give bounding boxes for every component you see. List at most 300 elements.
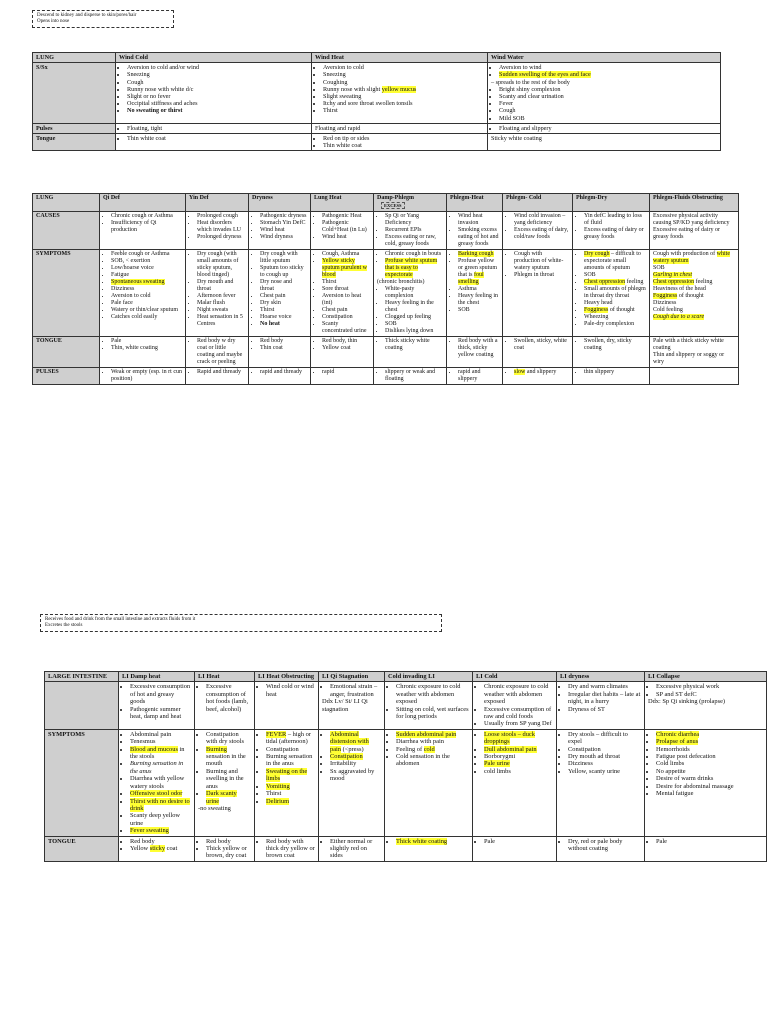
item-text: Thick yellow or brown, dry coat (206, 844, 247, 860)
bullet-item (656, 683, 763, 690)
item-text: Mental fatigue (656, 790, 694, 798)
item-text: Pale face (111, 300, 133, 306)
bullet-item (568, 838, 641, 853)
bullet-item (111, 300, 182, 307)
bullet-item (111, 307, 182, 314)
item-text: Yellow (130, 844, 150, 852)
item-text: Dry and warm climates (568, 683, 628, 691)
item-text: Sp Qi or Yang Deficiency (385, 213, 420, 226)
highlighted-text: Constipation (330, 753, 363, 761)
table-cell (573, 337, 650, 368)
item-text: Floating and slippery (499, 124, 552, 132)
bullet-item (206, 845, 251, 860)
item-text: Aversion to cold (323, 64, 364, 72)
table-row (45, 836, 767, 861)
bullet-item (330, 731, 381, 753)
item-text: Ddx Lv/ St/ LI Qi stagnation (322, 698, 368, 713)
bullet-item (385, 314, 443, 321)
item-text-after: of thought (608, 307, 635, 313)
item-text: No sweating or thirst (127, 107, 183, 115)
bullet-list (252, 369, 307, 376)
item-text: Recurrent EPIs (385, 227, 422, 233)
bullet-list (476, 731, 553, 775)
bullet-item (514, 369, 569, 376)
bullet-list (189, 369, 245, 376)
item-text: Malar flush (197, 300, 225, 306)
bullet-item (111, 279, 182, 286)
row-label-text: S/Sx (36, 64, 48, 72)
cell-line (648, 698, 763, 705)
cell-line (653, 352, 735, 366)
column-header (488, 53, 721, 63)
bullet-list (198, 683, 251, 713)
item-text: Red body (206, 837, 231, 845)
table-cell (195, 836, 255, 861)
bullet-item (458, 369, 499, 383)
bullet-item (260, 234, 307, 241)
item-text: Sputum too sticky to cough up (260, 265, 304, 278)
bullet-item (458, 251, 499, 258)
bullet-item (656, 790, 763, 797)
bullet-item (568, 706, 641, 713)
item-text: Pale (656, 837, 668, 845)
bullet-item (396, 838, 469, 845)
column-header (249, 194, 311, 212)
item-text: Diarrhea with pain (396, 738, 444, 746)
item-text: Aversion to cold and/or wind (127, 64, 200, 72)
bullet-item (127, 86, 308, 93)
item-text: Heavy feeling in the chest (385, 300, 434, 313)
bullet-list (450, 213, 499, 248)
table-cell (255, 682, 319, 729)
bullet-item (322, 234, 370, 241)
bullet-list (103, 369, 182, 383)
item-text: Dry nose and throat (260, 279, 292, 292)
row-label-text: Tongue (36, 135, 56, 143)
highlighted-text: Yellow sticky sputum purulent w blood (322, 258, 367, 278)
bullet-item (260, 213, 307, 220)
highlighted-text: yellow mucus (381, 85, 417, 93)
large-intestine-table (44, 671, 767, 862)
bullet-item (484, 746, 553, 753)
highlighted-text: Pale urine (484, 760, 510, 768)
bullet-list (648, 731, 763, 798)
bullet-item (127, 79, 308, 86)
bullet-item (458, 286, 499, 293)
bullet-item (111, 251, 182, 258)
cell-line (653, 338, 735, 352)
item-text: Pale-dry complexion (584, 321, 635, 327)
bullet-item (322, 251, 370, 258)
bullet-item (584, 279, 646, 286)
bullet-list (506, 369, 569, 376)
item-text: Bright shiny complexion (499, 85, 561, 93)
column-header (119, 672, 195, 682)
item-text: Stomach Yin DefC (260, 220, 306, 226)
item-text: Itchy and sore throat swollen tonsils (323, 100, 413, 108)
header-text: Wind Cold (119, 54, 148, 61)
item-text: Night sweats (197, 307, 229, 313)
bullet-item (197, 369, 245, 376)
cell-line (653, 300, 735, 307)
item-text: Chest pain (260, 293, 286, 299)
bullet-item (260, 293, 307, 300)
bullet-item (484, 720, 553, 727)
item-text: Prolonged cough (197, 213, 238, 219)
bullet-item (323, 71, 484, 78)
item-text: Cough (499, 107, 516, 115)
table-row (33, 212, 739, 250)
header-text: LI dryness (560, 673, 590, 680)
bullet-item (385, 213, 443, 227)
row-label (33, 123, 116, 133)
table-cell (650, 212, 739, 250)
bullet-item (656, 838, 763, 845)
highlighted-text: Chest oppression (584, 279, 626, 285)
organ-header (45, 672, 119, 682)
bullet-list (322, 838, 381, 860)
bullet-item (584, 300, 646, 307)
item-text: Burning sensation in the anus (130, 760, 184, 775)
item-text: Excess eating of dairy, cold/raw foods (514, 227, 569, 240)
bullet-list (252, 213, 307, 241)
table-cell (374, 212, 447, 250)
table-cell (311, 250, 374, 337)
item-text: Constipation with dry stools (206, 730, 244, 746)
item-text: Irritability (330, 760, 357, 768)
item-text: Fatigue (111, 272, 129, 278)
table-cell (311, 368, 374, 385)
bullet-item (385, 328, 443, 335)
item-text: Cold limbs (656, 760, 685, 768)
header-text: Dryness (252, 195, 273, 201)
item-text-after: feeling (694, 279, 713, 285)
item-text: Feeling of (396, 745, 424, 753)
bullet-item (396, 731, 469, 738)
bullet-item (130, 798, 191, 813)
table-cell (385, 682, 473, 729)
table-cell (645, 836, 767, 861)
bullet-item (111, 369, 182, 383)
bullet-list (450, 251, 499, 314)
table-cell (488, 123, 721, 133)
highlighted-text: Chest oppression (653, 279, 695, 285)
item-text: Feeble cough or Asthma (111, 251, 170, 257)
bullet-item (266, 753, 315, 768)
item-text: Abdominal pain (130, 730, 172, 738)
bullet-item (111, 220, 182, 234)
item-text: Sticky white coating (491, 135, 542, 143)
bullet-item (197, 251, 245, 279)
bullet-list (388, 731, 469, 768)
bullet-list (315, 135, 484, 149)
item-text: Swollen, dry, sticky coating (584, 338, 632, 351)
item-text: Wind heat invasion (458, 213, 483, 226)
item-text: Coughing (323, 78, 348, 86)
row-label (33, 368, 100, 385)
header-text: LI Qi Stagnation (322, 673, 369, 680)
item-text: Runny nose with white d/c (127, 85, 194, 93)
bullet-item (260, 321, 307, 328)
item-text: Thirst (260, 307, 275, 313)
highlighted-text: Burning (206, 745, 227, 753)
item-text: Watery or thin/clear sputum (111, 307, 178, 313)
bullet-list (377, 286, 443, 335)
item-text: Wheezing (584, 314, 609, 320)
bullet-item (260, 345, 307, 352)
item-text: Desire for abdominal massage (656, 782, 734, 790)
highlighted-text: Thick white coating (396, 837, 448, 845)
note-large-intestine-functions (40, 614, 442, 632)
header-text: LI Damp heat (122, 673, 161, 680)
bullet-item (568, 768, 641, 775)
bullet-item (514, 272, 569, 279)
item-text: Scanty concentrated urine (322, 321, 367, 334)
bullet-list (119, 125, 308, 132)
bullet-item (323, 93, 484, 100)
item-text: Thin white coat (127, 135, 166, 143)
table-cell (447, 368, 503, 385)
bullet-item (266, 768, 315, 783)
highlighted-text: Gurling in chest (653, 272, 692, 278)
highlighted-text: Fogginess (584, 307, 609, 313)
highlighted-text: Thirst with no desire to drink (130, 797, 190, 812)
bullet-item (458, 338, 499, 359)
item-text: Fatigue post defecation (656, 753, 716, 761)
bullet-item (322, 286, 370, 293)
cell-line (653, 314, 735, 321)
row-label (33, 250, 100, 337)
item-text-after: – high or tidal (afternoon) (266, 730, 311, 746)
bullet-item (656, 746, 763, 753)
header-text: LI Collapse (648, 673, 680, 680)
header-text: Yin Def (189, 195, 209, 201)
item-text: Weak or empty (esp. in rt cun position) (111, 369, 182, 382)
highlighted-text: slow (514, 369, 526, 375)
bullet-item (197, 314, 245, 328)
item-text: Yin defC leading to loss of fluid (584, 213, 642, 226)
item-text: Burning sensation in the anus (266, 753, 313, 768)
table-cell (503, 368, 573, 385)
bullet-list (314, 369, 370, 376)
item-text: Excessive physical work (656, 683, 720, 691)
header-text: Qi Def (103, 195, 120, 201)
table-row (45, 729, 767, 836)
item-text: Chronic cough or Asthma (111, 213, 173, 219)
item-text: Pathogenic Heat (322, 213, 362, 219)
bullet-list (119, 64, 308, 114)
highlighted-text: Profuse white sputum that is easy to expectorate (385, 258, 438, 278)
table-cell (319, 729, 385, 836)
item-text: Sitting on cold, wet surfaces for long periods (396, 705, 469, 721)
cell-line (653, 265, 735, 272)
item-text: Fever (499, 100, 514, 108)
item-text: Dry cough with little sputum (260, 251, 298, 264)
bullet-item (127, 107, 308, 114)
row-label-text: SYMPTOMS (48, 730, 85, 738)
table-cell (503, 250, 573, 337)
bullet-item (385, 258, 443, 279)
row-label (33, 337, 100, 368)
bullet-item (260, 220, 307, 227)
column-header (503, 194, 573, 212)
bullet-item (127, 93, 308, 100)
item-text: slippery or weak and floating (385, 369, 436, 382)
cell-line (653, 307, 735, 314)
item-text: Slight sweating (323, 93, 362, 101)
bullet-item (322, 213, 370, 220)
item-text: Red body (260, 338, 284, 344)
table-cell (255, 729, 319, 836)
table-cell (385, 836, 473, 861)
table-cell (119, 836, 195, 861)
bullet-item (656, 768, 763, 775)
bullet-item (499, 93, 717, 100)
table-cell (385, 729, 473, 836)
bullet-item (197, 279, 245, 293)
item-text: SOB (653, 265, 665, 271)
item-text: Dry mouth and throat (197, 279, 234, 292)
cell-line (315, 125, 484, 132)
bullet-item (484, 838, 553, 845)
item-text: Wind heat (322, 234, 347, 240)
item-text: Heavy feeling in the chest (458, 293, 498, 306)
item-text: Aversion to heat (int) (322, 293, 362, 306)
bullet-item (656, 760, 763, 767)
table-cell (116, 63, 312, 124)
cell-line (322, 698, 381, 713)
item-text: SOB, < exertion (111, 258, 151, 264)
highlighted-text: Fever sweating (130, 827, 169, 835)
cell-line (491, 79, 717, 86)
item-text: Red body with a thick, sticky yellow coating (458, 338, 498, 358)
highlighted-text: Barking cough (458, 251, 494, 257)
row-label (45, 836, 119, 861)
bullet-list (576, 251, 646, 328)
table-cell (116, 123, 312, 133)
bullet-item (484, 731, 553, 746)
column-header (100, 194, 186, 212)
bullet-item (458, 227, 499, 248)
item-text: Wind cold or wind heat (266, 683, 314, 698)
bullet-item (111, 338, 182, 345)
table-cell (186, 250, 249, 337)
item-text: Thin, white coating (111, 345, 158, 351)
item-text: Low/hoarse voice (111, 265, 154, 271)
bullet-list (122, 683, 191, 720)
note-lung-functions (32, 10, 174, 28)
highlighted-text: white watery sputum (653, 251, 731, 264)
highlighted-text: foul smelling (458, 272, 484, 285)
bullet-item (584, 321, 646, 328)
item-text: Slight or no fever (127, 93, 171, 101)
column-header (645, 672, 767, 682)
highlighted-text: Dull abdominal pain (484, 745, 537, 753)
bullet-item (584, 272, 646, 279)
bullet-list (506, 338, 569, 352)
bullet-item (484, 683, 553, 705)
bullet-list (491, 64, 717, 78)
item-text: Chronic cough in bouts (385, 251, 442, 257)
bullet-item (568, 731, 641, 746)
bullet-item (568, 691, 641, 706)
bullet-list (122, 838, 191, 853)
item-text: Dizziness (111, 286, 135, 292)
bullet-item (111, 286, 182, 293)
item-text: Red body w dry coat or little coating and maybe crack or peeling (197, 338, 243, 365)
table-cell (186, 212, 249, 250)
item-text: Afternoon fever (197, 293, 236, 299)
column-header (385, 672, 473, 682)
bullet-list (322, 683, 381, 698)
bullet-item (197, 234, 245, 241)
bullet-item (499, 125, 717, 132)
header-text: Phlegm-Dry (576, 195, 608, 201)
item-text: Chronic exposure to cold weather with abdomen exposed (396, 683, 461, 706)
item-text: Pathogenic Cold+Heat (in Lu) (322, 220, 367, 233)
bullet-item (206, 731, 251, 746)
bullet-list (103, 338, 182, 352)
item-text: Phlegm in throat (514, 272, 554, 278)
item-text: Red body (130, 837, 155, 845)
item-text: Insufficiency of Qi production (111, 220, 157, 233)
bullet-item (330, 838, 381, 860)
bullet-list (576, 369, 646, 376)
table-row (33, 63, 721, 124)
table-row (45, 682, 767, 729)
table-cell (100, 368, 186, 385)
table-cell (100, 250, 186, 337)
bullet-item (385, 300, 443, 314)
item-text: Either normal or slightly red on sides (330, 837, 373, 860)
item-text: Pathogenic summer heat, damp and heat (130, 705, 182, 721)
table-cell (249, 212, 311, 250)
highlighted-text: Spontaneous sweating (111, 279, 165, 285)
table-cell (249, 368, 311, 385)
item-text: Hemorrhoids (656, 745, 690, 753)
bullet-list (648, 683, 763, 698)
row-label-text: SYMPTOMS (36, 251, 71, 257)
bullet-list (122, 731, 191, 835)
table-cell (100, 337, 186, 368)
item-text: Cough, Asthma (322, 251, 360, 257)
item-text: Desire of warm drinks (656, 775, 714, 783)
header-text: Damp-Phlegm (377, 195, 414, 201)
bullet-item (499, 86, 717, 93)
table-cell (645, 729, 767, 836)
row-label-text: Pulses (36, 124, 53, 132)
item-text: Thin white coat (323, 142, 362, 150)
item-text: Dry cough (with small amounts of sticky sputum, blood tinged) (197, 251, 239, 278)
item-text: White-pasty complexion (385, 286, 415, 299)
item-text: Rapid and thready (197, 369, 241, 375)
bullet-list (258, 838, 315, 860)
item-text: Thirst (266, 790, 282, 798)
header-text: LUNG (36, 54, 54, 61)
item-text: Dizziness (568, 760, 593, 768)
bullet-item (260, 314, 307, 321)
item-text: rapid and thready (260, 369, 302, 375)
item-text: Hoarse voice (260, 314, 292, 320)
column-header (473, 672, 557, 682)
header-text: LUNG (36, 195, 54, 201)
bullet-item (260, 227, 307, 234)
item-text: thin slippery (584, 369, 615, 375)
bullet-list (576, 213, 646, 241)
bullet-item (130, 812, 191, 827)
item-text: Heaviness of the head (653, 286, 706, 292)
bullet-item (656, 731, 763, 738)
